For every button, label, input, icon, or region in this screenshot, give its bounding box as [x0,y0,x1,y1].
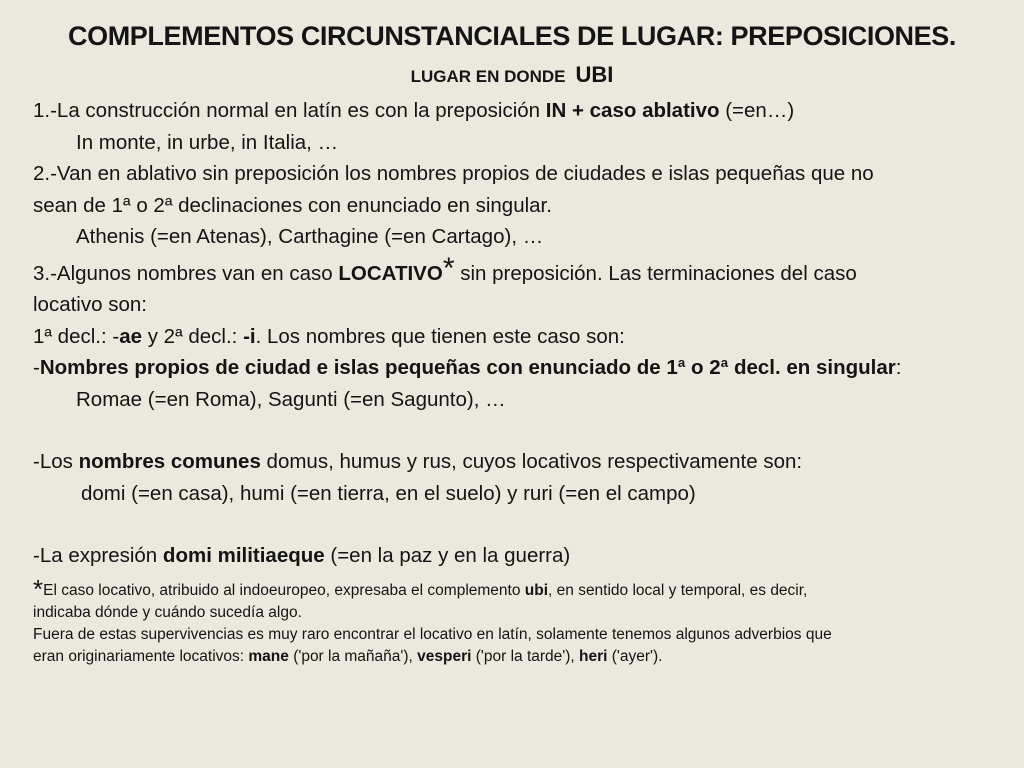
p3-line4 [33,352,1003,384]
p3-l4-c: : [895,356,902,379]
slide-subtitle [0,61,1024,92]
slide-title: COMPLEMENTOS CIRCUNSTANCIALES DE LUGAR: PREPOSICIONES. [68,21,956,51]
subtitle-big: UBI [575,62,614,87]
note-l1-bold: ubi [524,581,549,599]
p3-example: Romae (=en Roma), Sagunti (=en Sagunto), … [76,387,506,411]
p1-text-c: (=en…) [719,99,795,122]
p5-text-c: (=en la paz y en la guerra) [324,544,571,567]
p1-line [33,95,1003,127]
slide-body [33,95,1003,668]
note-l4-c: ('por la mañaña'), [288,647,418,665]
note-l4-a: eran originariamente locativos: [33,647,249,665]
p1-text-a: 1.-La construcción normal en latín es con la preposición [33,99,546,122]
p5-text-bold: domi militiaeque [162,544,325,567]
note-l4-e: ('por la tarde'), [471,647,580,665]
p3-l3-a: 1ª decl.: - [33,324,120,348]
note-vesperi: vesperi [417,647,472,665]
footnote-asterisk: * [33,573,44,604]
p1-text-bold: IN + caso ablativo [545,99,720,122]
p1-example: In monte, in urbe, in Italia, … [76,130,339,154]
p3-l3-bold-ae: ae [119,324,143,348]
p3-text-a: 3.-Algunos nombres van en caso [33,261,339,285]
p5-text-a: -La expresión [33,544,163,567]
p3-line3 [33,321,1003,353]
subtitle-small: LUGAR EN DONDE [410,67,566,86]
note-mane: mane [248,647,289,665]
p2-example: Athenis (=en Atenas), Carthagine (=en Cartago), … [76,225,544,248]
p4-text-bold: nombres comunes [78,450,261,473]
p3-line1 [33,251,1003,290]
p2-line2: sean de 1ª o 2ª declinaciones con enunciado en singular. [33,193,552,217]
p3-l4-a: - [33,356,40,379]
note-l4-g: ('ayer'). [607,647,663,665]
p5-line [33,540,1003,572]
p4-example: domi (=en casa), humi (=en tierra, en el suelo) y ruri (=en el campo) [81,481,696,505]
p3-text-c: sin preposición. Las terminaciones del caso [454,261,857,285]
p3-line2: locativo son: [33,293,147,316]
p2-line1: 2.-Van en ablativo sin preposición los nombres propios de ciudades e islas pequeñas que no [33,162,874,185]
spacer [33,415,1003,446]
p4-text-c: domus, humus y rus, cuyos locativos respectivamente son: [260,450,803,473]
footnote-line2: indicaba dónde y cuándo sucedía algo. [33,603,302,621]
note-l1-a: El caso locativo, atribuido al indoeuropeo, expresaba el complemento [43,581,525,599]
p4-line [33,446,1003,478]
footnote-line4 [33,646,1003,668]
p3-l3-c: y 2ª decl.: [142,324,244,348]
spacer [33,509,1003,540]
p3-l4-bold: Nombres propios de ciudad e islas pequeñas con enunciado de 1ª o 2ª decl. en singular [39,356,896,379]
footnote-line1 [33,573,1003,604]
p4-text-a: -Los [33,450,79,473]
footnote-line3: Fuera de estas supervivencias es muy raro encontrar el locativo en latín, solamente tenemos algunos adverbios que [33,625,832,643]
note-l1-c: , en sentido local y temporal, es decir, [548,581,808,599]
p3-l3-e: . Los nombres que tienen este caso son: [255,324,625,348]
p3-text-bold: LOCATIVO [338,261,443,285]
asterisk-mark: * [442,251,455,285]
p3-l3-bold-i: -i [243,324,256,348]
note-heri: heri [579,647,608,665]
